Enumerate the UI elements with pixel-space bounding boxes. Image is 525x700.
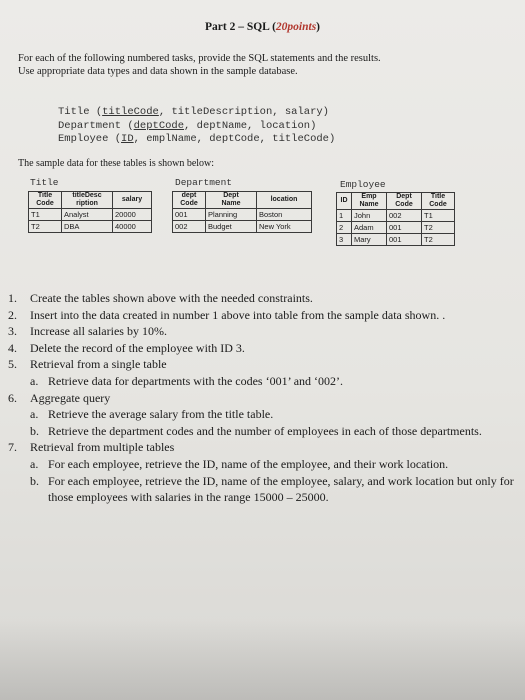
list-item: 1. Create the tables shown above with the needed constraints. bbox=[8, 291, 313, 305]
schema-employee: Employee (ID, emplName, deptCode, titleCode) bbox=[58, 133, 336, 145]
column-header: titleDesc ription bbox=[62, 192, 113, 209]
title-table-label: Title bbox=[30, 177, 59, 188]
page-shadow bbox=[0, 620, 525, 700]
table-header-row bbox=[29, 192, 152, 209]
column-header: Emp Name bbox=[352, 193, 387, 210]
column-header: Title Code bbox=[422, 193, 455, 210]
list-subitem: b. For each employee, retrieve the ID, name of the employee, salary, and work location but only for those employees with salaries in the range 15000 – 25000. bbox=[30, 473, 514, 505]
column-header: salary bbox=[113, 192, 152, 209]
list-subitem: b. Retrieve the department codes and the number of employees in each of those departments. bbox=[30, 423, 482, 438]
sample-caption: The sample data for these tables is shown below: bbox=[18, 158, 215, 169]
column-header: Title Code bbox=[29, 192, 62, 209]
task-list bbox=[8, 290, 523, 506]
column-header: Dept Name bbox=[206, 192, 257, 209]
table-row: 2 Adam 001 T2 bbox=[337, 222, 455, 234]
department-table bbox=[172, 191, 312, 233]
title-table bbox=[28, 191, 152, 233]
table-row: T1 Analyst 20000 bbox=[29, 209, 152, 221]
list-subitem: a. Retrieve data for departments with the codes ‘001’ and ‘002’. bbox=[30, 373, 344, 388]
points-label: 20points bbox=[275, 21, 317, 33]
list-item: 7. Retrieval from multiple tables bbox=[8, 440, 175, 455]
page-title: Part 2 – SQL (20points) bbox=[204, 21, 321, 33]
schema-department: Department (deptCode, deptName, location) bbox=[58, 119, 317, 132]
list-subitem: a. For each employee, retrieve the ID, name of the employee, and their work location. bbox=[30, 456, 449, 471]
department-table-label: Department bbox=[175, 177, 233, 188]
list-item: 2. Insert into the data created in number 1 above into table from the sample data shown. . bbox=[8, 307, 446, 322]
column-header: ID bbox=[337, 193, 352, 210]
schema-block bbox=[58, 106, 335, 147]
column-header: Dept Code bbox=[387, 193, 422, 210]
schema-title: Title (titleCode, titleDescription, salary) bbox=[58, 106, 329, 118]
intro-text bbox=[18, 52, 381, 78]
list-subitem: a. Retrieve the average salary from the title table. bbox=[30, 407, 274, 422]
list-item: 4. Delete the record of the employee with ID 3. bbox=[8, 340, 245, 355]
table-row: 001 Planning Boston bbox=[173, 209, 312, 221]
table-row: 3 Mary 001 T2 bbox=[337, 234, 455, 246]
intro-line: For each of the following numbered tasks, provide the SQL statements and the results. bbox=[18, 53, 381, 64]
list-item: 5. Retrieval from a single table bbox=[8, 357, 167, 372]
table-header-row bbox=[337, 193, 455, 210]
column-header: dept Code bbox=[173, 192, 206, 209]
list-item: 3. Increase all salaries by 10%. bbox=[8, 324, 167, 339]
table-row: 002 Budget New York bbox=[173, 221, 312, 233]
employee-table bbox=[336, 192, 455, 246]
employee-table-label: Employee bbox=[340, 179, 386, 190]
intro-line: Use appropriate data types and data shown in the sample database. bbox=[18, 66, 298, 77]
table-header-row bbox=[173, 192, 312, 209]
table-row: T2 DBA 40000 bbox=[29, 221, 152, 233]
table-row: 1 John 002 T1 bbox=[337, 210, 455, 222]
list-item: 6. Aggregate query bbox=[8, 390, 111, 405]
column-header: location bbox=[257, 192, 312, 209]
